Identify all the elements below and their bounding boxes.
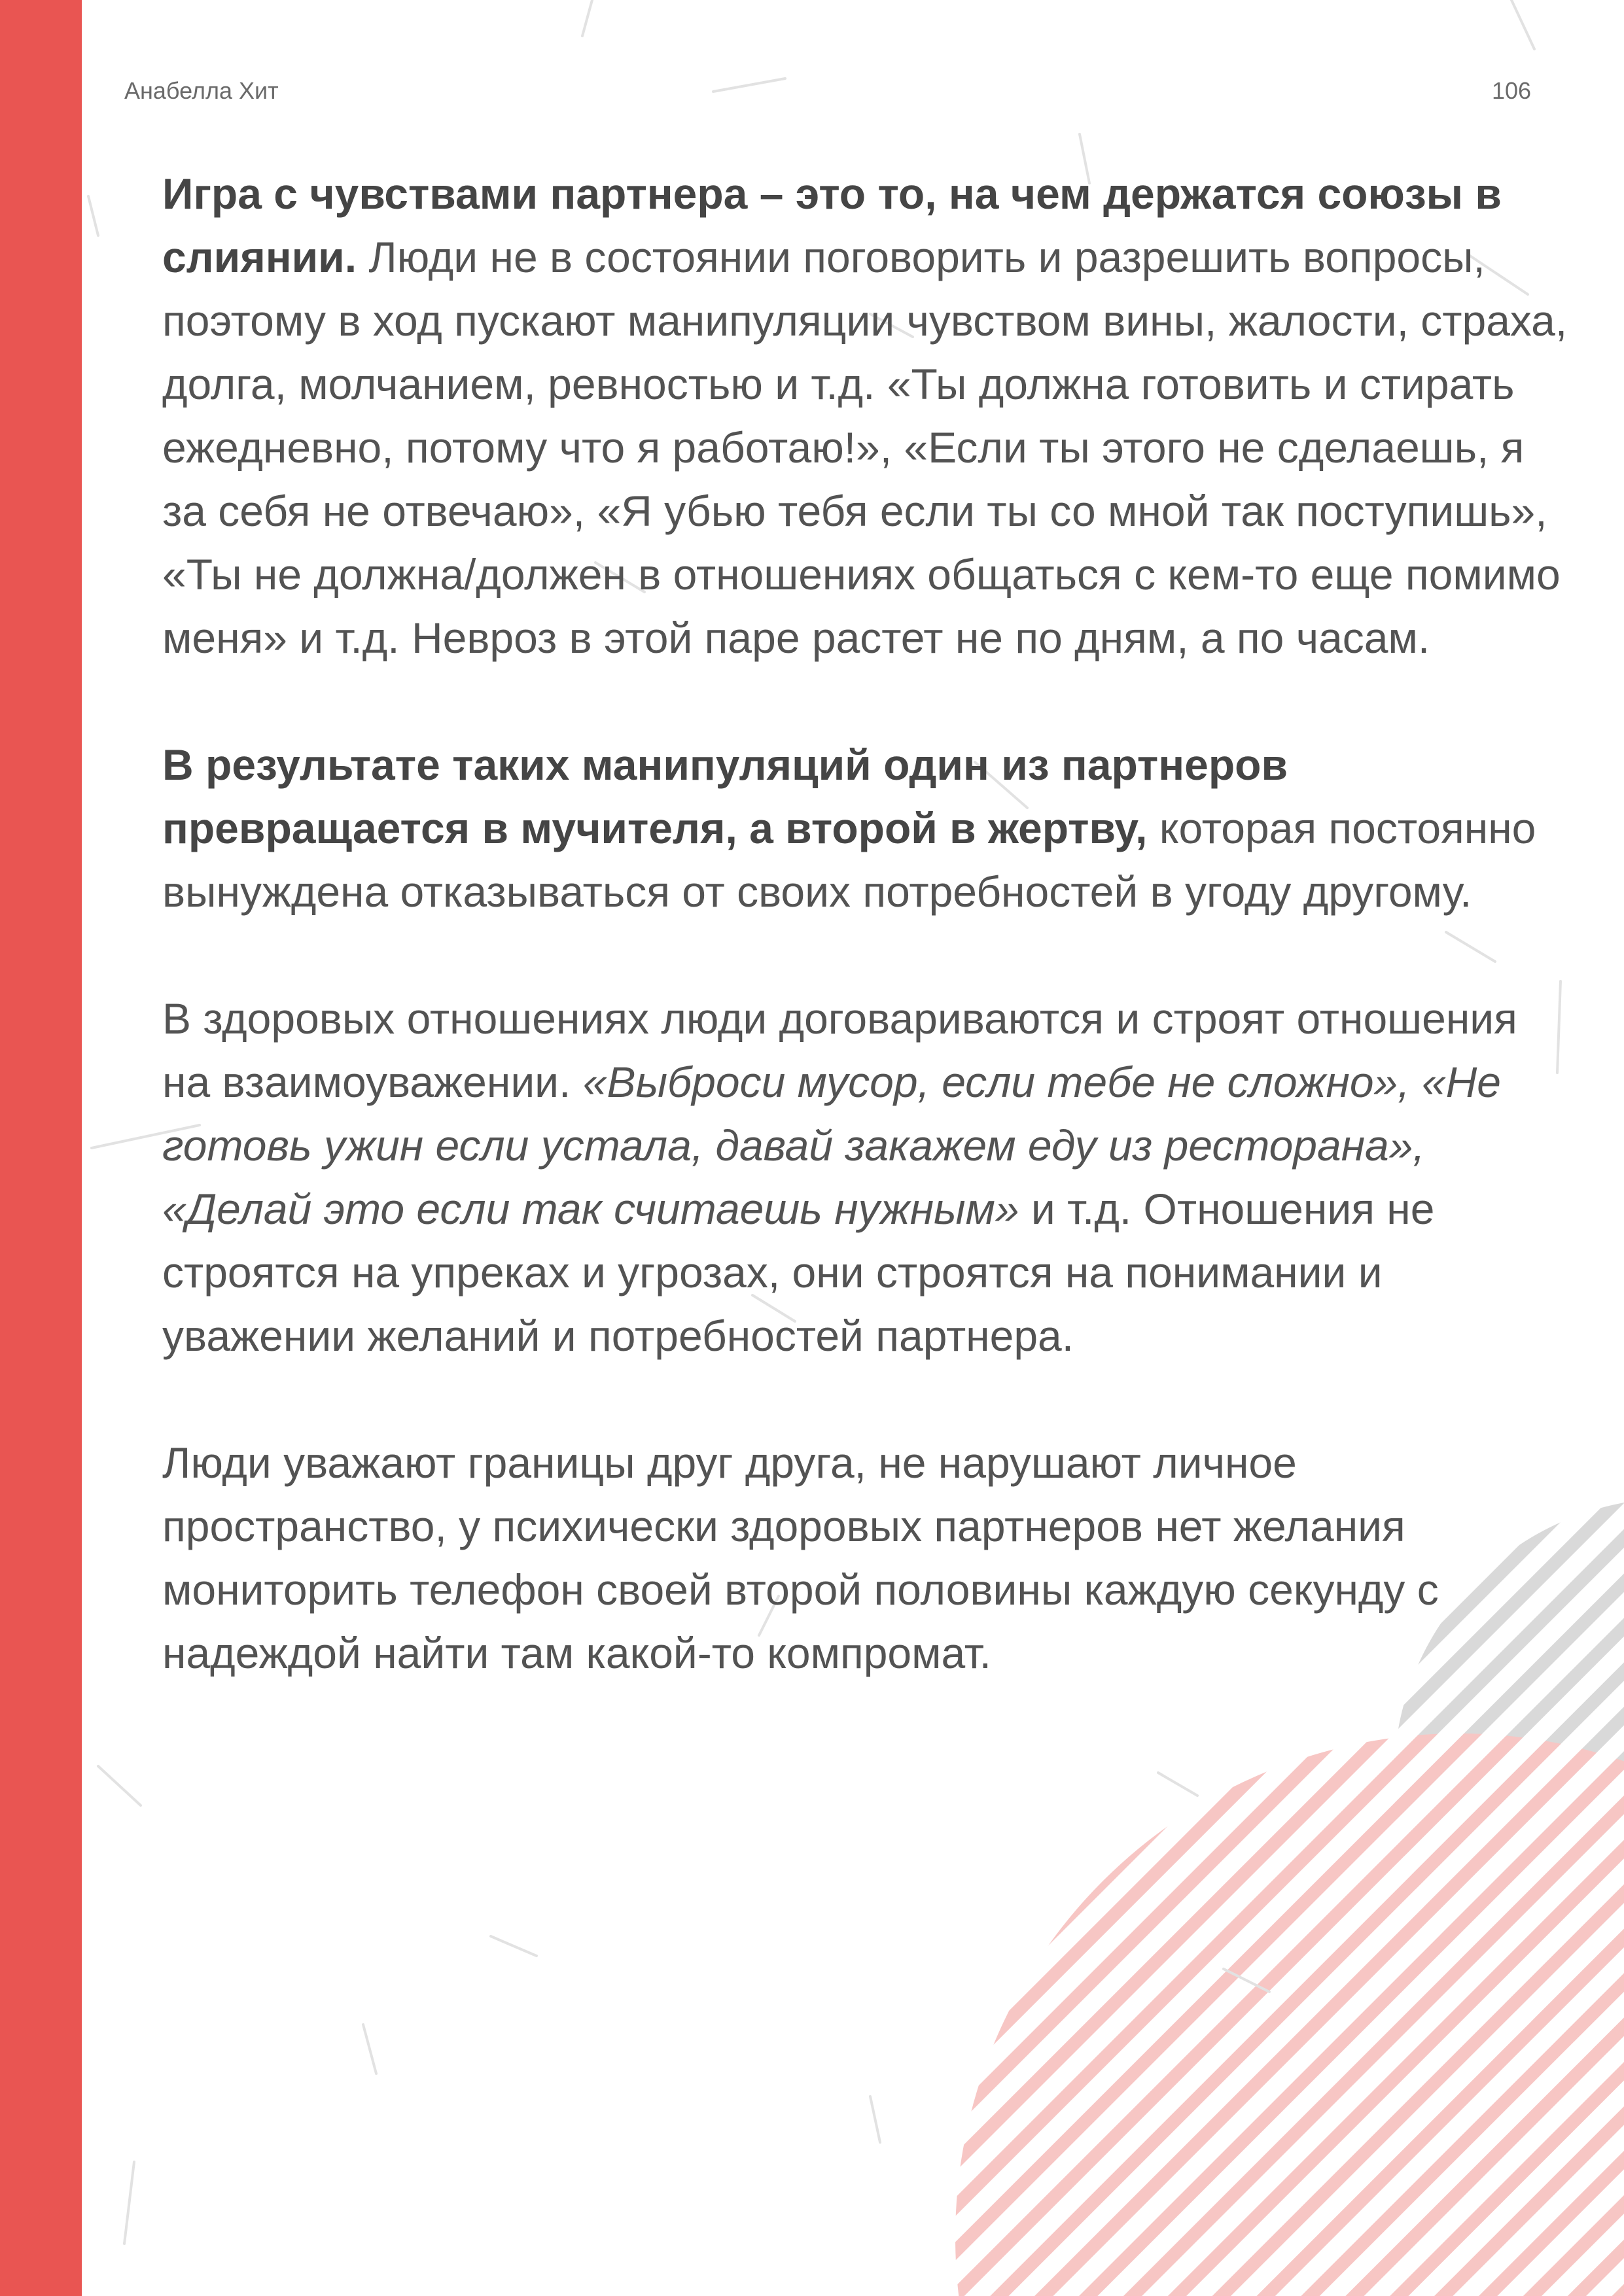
paragraph-1-text: Люди не в состоянии поговорить и разрешить вопросы, поэтому в ход пускают манипуляции чувством вины, жалости, страха, долга, молчанием, ревностью и т.д. «Ты должна готовить и стирать ежедневно, потому что я работаю!», «Если ты этого не сделаешь, я за себя не отвечаю», «Я убью тебя если ты со мной так поступишь», «Ты не должна/должен в отношениях общаться с кем-то еще помимо меня» и т.д. Невроз в этой паре растет не по дням, а по часам. xyxy=(162,233,1568,662)
paragraph-1-bold: Игра с чувствами партнера – это то, на чем держатся союзы в слиянии. xyxy=(162,169,1502,281)
paragraph-1 xyxy=(162,162,1569,670)
main-content xyxy=(162,162,1569,1748)
paragraph-3 xyxy=(162,987,1569,1368)
paragraph-3-italic-quotes: «Выброси мусор, если тебе не сложно», «Не готовь ужин если устала, давай закажем еду из ресторана», «Делай это если так считаешь нужным» xyxy=(162,1058,1502,1233)
paragraph-2 xyxy=(162,733,1569,924)
page-number: 106 xyxy=(1492,77,1532,104)
header-author: Анабелла Хит xyxy=(124,77,279,104)
pink-stripe-circle xyxy=(955,1733,1624,2296)
paragraph-3-text-end: и т.д. Отношения не строятся на упреках и угрозах, они строятся на понимании и уважении желаний и потребностей партнера. xyxy=(162,1185,1435,1360)
paragraph-4-text: Люди уважают границы друг друга, не нарушают личное пространство, у психически здоровых партнеров нет желания мониторить телефон своей второй половины каждую секунду с надеждой найти там какой-то компромат. xyxy=(162,1438,1439,1677)
paragraph-4 xyxy=(162,1431,1569,1685)
paragraph-2-text: которая постоянно вынуждена отказываться от своих потребностей в угоду другому. xyxy=(162,804,1536,916)
paragraph-2-bold: В результате таких манипуляций один из партнеров превращается в мучителя, а второй в жертву, xyxy=(162,740,1288,852)
paragraph-3-text-start: В здоровых отношениях люди договариваются и строят отношения на взаимоуважении. xyxy=(162,994,1517,1106)
